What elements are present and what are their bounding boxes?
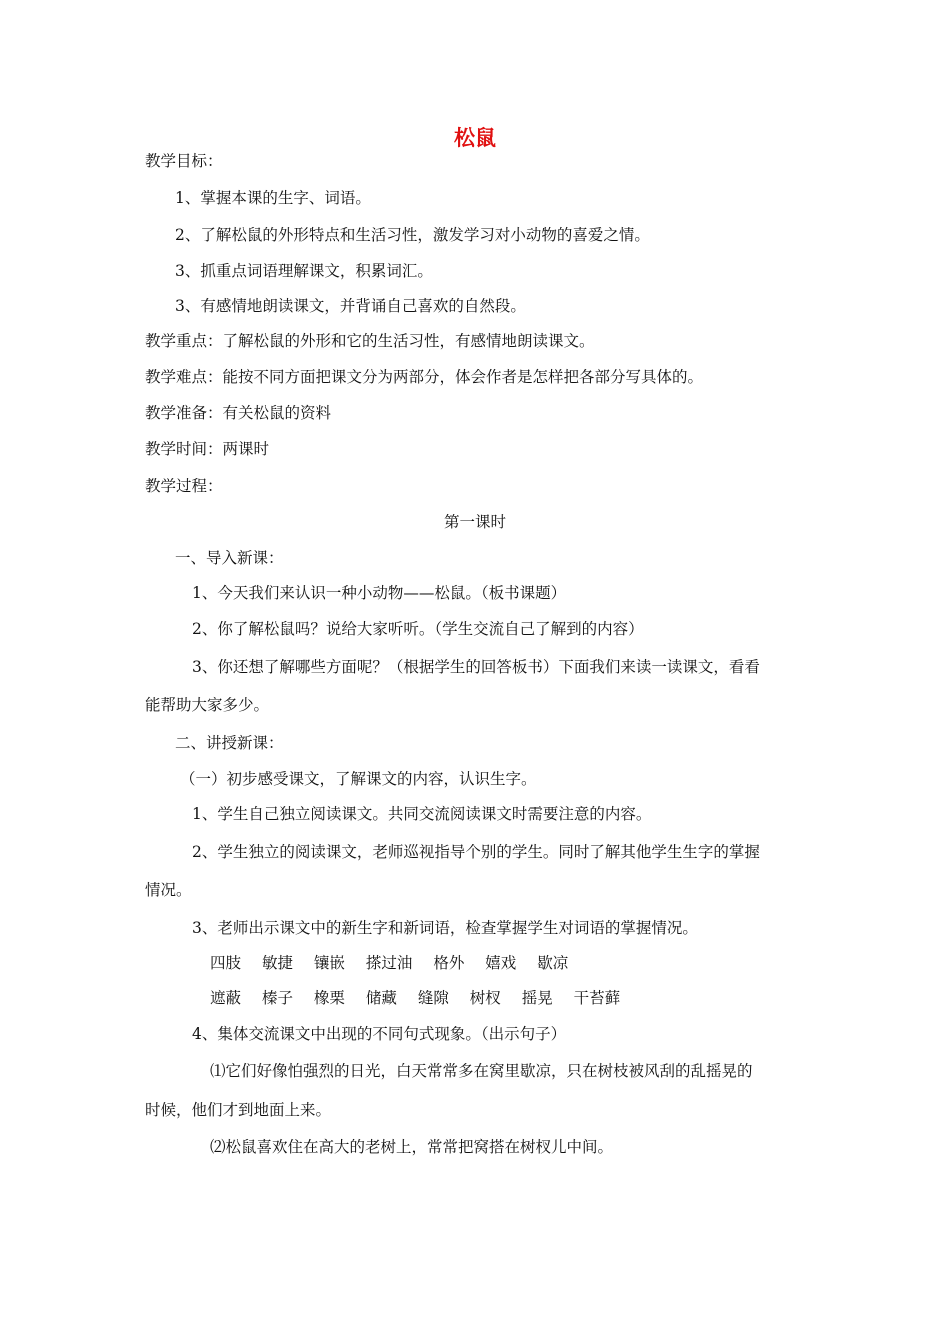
vocabulary-word: 摇晃 <box>521 989 553 1007</box>
section-item: 3、老师出示课文中的新生字和新词语，检查掌握学生对词语的掌握情况。 <box>192 919 698 937</box>
vocabulary-word: 嬉戏 <box>485 954 517 972</box>
vocabulary-word: 搽过油 <box>365 954 413 972</box>
vocabulary-word: 缝隙 <box>417 989 449 1007</box>
teaching-time: 教学时间：两课时 <box>145 440 270 458</box>
objectives-label: 教学目标： <box>145 152 223 170</box>
vocabulary-row <box>210 952 584 974</box>
objective-item: 3、抓重点词语理解课文，积累词汇。 <box>175 262 433 280</box>
vocabulary-word: 干苔藓 <box>573 989 621 1007</box>
lesson-heading: 第一课时 <box>443 513 506 531</box>
vocabulary-word: 遮蔽 <box>210 989 242 1007</box>
vocabulary-word: 榛子 <box>261 989 293 1007</box>
difficulties: 教学难点：能按不同方面把课文分为两部分，体会作者是怎样把各部分写具体的。 <box>145 368 704 386</box>
vocabulary-word: 四肢 <box>210 954 242 972</box>
section-item: 3、你还想了解哪些方面呢？（根据学生的回答板书）下面我们来读一读课文，看看 <box>192 658 760 676</box>
section-item: 1、学生自己独立阅读课文。共同交流阅读课文时需要注意的内容。 <box>192 805 652 823</box>
vocabulary-word: 歇凉 <box>537 954 569 972</box>
vocabulary-word: 树杈 <box>469 989 501 1007</box>
preparation: 教学准备：有关松鼠的资料 <box>145 404 332 422</box>
section-item-continuation: 情况。 <box>145 881 192 899</box>
objective-item: 2、了解松鼠的外形特点和生活习性，激发学习对小动物的喜爱之情。 <box>175 226 650 244</box>
vocabulary-word: 储藏 <box>365 989 397 1007</box>
objective-item: 3、有感情地朗读课文，并背诵自己喜欢的自然段。 <box>175 297 526 315</box>
key-points: 教学重点：了解松鼠的外形和它的生活习性，有感情地朗读课文。 <box>145 332 595 350</box>
example-sentence: ⑴它们好像怕强烈的日光，白天常常多在窝里歇凉，只在树枝被风刮的乱摇晃的 <box>210 1062 753 1080</box>
vocabulary-word: 格外 <box>433 954 465 972</box>
section-heading: 二、讲授新课： <box>175 734 284 752</box>
subsection-heading: （一）初步感受课文，了解课文的内容，认识生字。 <box>180 770 537 788</box>
vocabulary-word: 镶嵌 <box>313 954 345 972</box>
vocabulary-word: 敏捷 <box>261 954 293 972</box>
example-sentence-continuation: 时候，他们才到地面上来。 <box>145 1101 332 1119</box>
document-title: 松鼠 <box>454 126 496 150</box>
vocabulary-word: 橡栗 <box>313 989 345 1007</box>
section-item: 2、学生独立的阅读课文，老师巡视指导个别的学生。同时了解其他学生生字的掌握 <box>192 843 760 861</box>
section-item-continuation: 能帮助大家多少。 <box>145 696 270 714</box>
vocabulary-row <box>210 987 636 1009</box>
section-item: 1、今天我们来认识一种小动物——松鼠。（板书课题） <box>192 584 567 602</box>
objective-item: 1、掌握本课的生字、词语。 <box>175 189 371 207</box>
section-heading: 一、导入新课： <box>175 549 284 567</box>
example-sentence: ⑵松鼠喜欢住在高大的老树上，常常把窝搭在树杈儿中间。 <box>210 1138 614 1156</box>
section-item: 2、你了解松鼠吗？说给大家听听。（学生交流自己了解到的内容） <box>192 620 644 638</box>
section-item: 4、集体交流课文中出现的不同句式现象。（出示句子） <box>192 1025 567 1043</box>
process-label: 教学过程： <box>145 477 223 495</box>
